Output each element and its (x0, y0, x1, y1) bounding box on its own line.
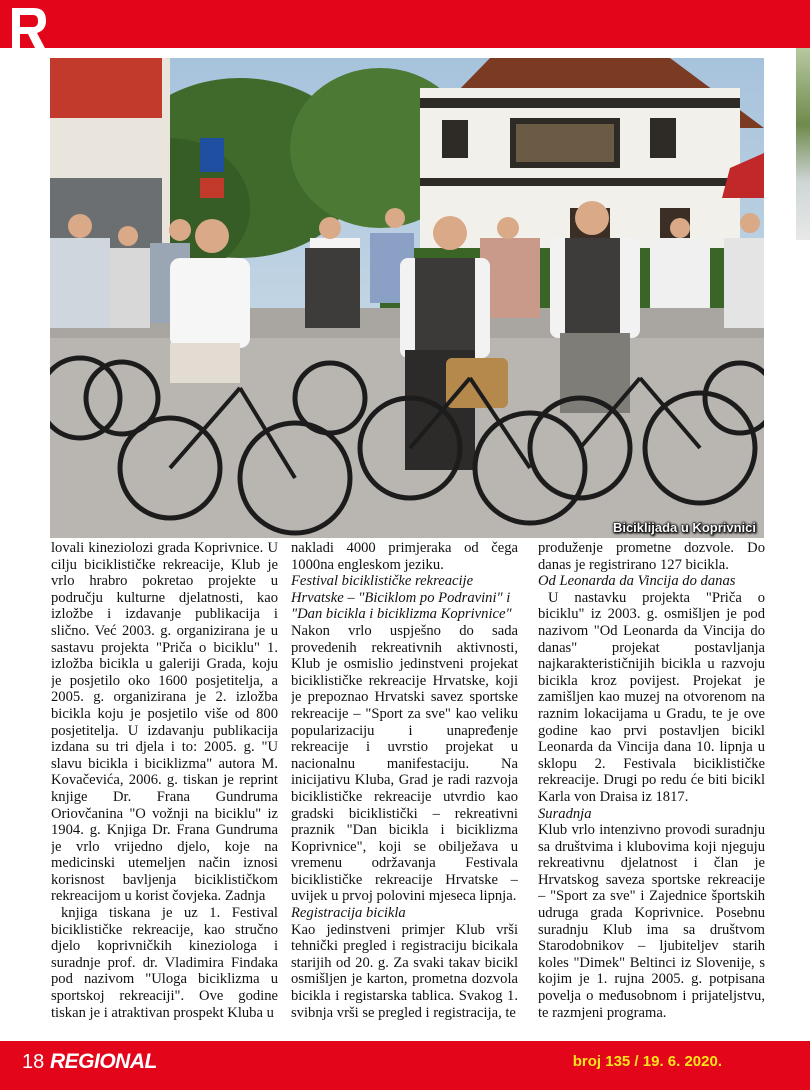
issue-info: broj 135 / 19. 6. 2020. (572, 1053, 722, 1070)
article-column-3 (538, 540, 765, 1036)
subheading-festival: Festival biciklističke rekreacije Hrvatske – "Biciklom po Podravini" i "Dan bicikla i biciklizma Koprivnice" (291, 573, 512, 623)
paragraph: produženje prometne dozvole. Do danas je registrirano 127 bicikla. (538, 540, 765, 573)
photo-caption: Biciklijada u Koprivnici (612, 520, 756, 535)
magazine-brand-logo: REGIONAL (50, 1050, 157, 1073)
photo-illustration (50, 58, 764, 538)
footer-bar (0, 1041, 810, 1090)
paragraph: U nastavku projekta "Priča o biciklu" iz 2003. g. osmišljen je pod nazivom "Od Leonarda da Vincija do danas" projekat postavljanja najkarakterističnijih bicikla u razvoju bicikla kroz povijest. Projekat je zamišljen kao muzej na otvorenom na raznim lokacijama u Gradu, te je ove godine kao prvi postavljen bicikl Leonarda da Vincija dana 10. lipnja u sklopu 2. Festivala biciklističke rekreacije. Drugi po redu će biti bicikl Karla von Draisa iz 1817. (538, 589, 765, 805)
subheading-suradnja: Suradnja (538, 805, 592, 822)
paragraph: lovali kineziolozi grada Koprivnice. U cilju biciklističke rekreacije, Klub je vrlo hrabro pokretao projekte u području kulturne djelatnosti, kao izložbe i izdavanje publikacija i slično. Već 2003. g. organizirana je u sastavu projekta "Priča o biciklu" 1. izložba bicikla u galeriji Grada, koju je posjetilo oko 1600 posjetitelja, a 2005. g. organizirana je 2. izložba bicikla koju je posjetilo više od 800 posjetitelja. U izdavanju publikacija izdana su tri djela i to: 2005. g. "U slavu bicikla i biciklizma" autora M. Kovačevića, 2006. g. tiskan je reprint knjige Dr. Frana Gundruma Oriovčanina "O vožnji na biciklu" iz 1904. g. Knjiga Dr. Frana Gundruma je vrlo vrijedno djelo, koje na medicinski utemeljen način iznosi korisnost bavljenja biciklističkom rekreacijom u korist čovjeka. Zadnja (51, 540, 278, 905)
paragraph: Klub vrlo intenzivno provodi suradnju sa društvima i klubovima koji njeguju rekreativnu djelatnost i član je Hrvatskog saveza sportske rekreacije – "Sport za sve" i Zajednice športskih udruga grada Koprivnice. Posebnu suradnju Klub ima sa društvom Starodobnikov – ljubiteljev starih koles "Dimek" Beltinci iz Slovenije, s kojim je 1. rujna 2005. g. potpisana povelja o međusobnom i prijateljstvu, te razmjeni programa. (538, 822, 765, 1021)
regional-r-logo (6, 4, 50, 56)
article-column-2 (291, 540, 518, 1036)
paragraph: Kao jedinstveni primjer Klub vrši tehnički pregled i registraciju bicikala starijih od 20. g. Za svaki takav bicikl osmišljen je karton, prometna dozvola bicikla i registarska tablica. Svakog 1. svibnja vrši se pregled i registracija, te (291, 921, 518, 1021)
paragraph: knjiga tiskana je uz 1. Festival biciklističke rekreacije, kao stručno djelo koprivničkih kineziologa i suradnje prof. dr. Vladimira Findaka pod nazivom "Uloga biciklizma u sportskoj rekreaciji". Ove godine tiskan je i atraktivan prospekt Kluba u (51, 905, 278, 1021)
cyclists-photo (50, 58, 764, 538)
subheading-registracija: Registracija bicikla (291, 905, 406, 922)
paragraph: nakladi 4000 primjeraka od čega 1000na engleskom jeziku. (291, 540, 518, 573)
adjacent-page-strip (796, 48, 810, 240)
article-column-1 (51, 540, 278, 1036)
paragraph: Nakon vrlo uspješno do sada provedenih rekreativnih aktivnosti, Klub je osmislio jedinstveni projekat biciklističke rekreacije Hrvatske, koji je prepoznao Hrvatski savez sportske rekreacije – "Sport za sve" kao veliku popularizaciju i unapređenje rekreacije i uvrstio projekat u nacionalnu manifestaciju. Na inicijativu Kluba, Grad je radi razvoja biciklističke rekreacije utvrdio kao gradski biciklistički – rekreativni praznik "Dan bicikla i biciklizma Koprivnice", koji se obilježava u vremenu održavanja Festivala biciklističke rekreacije Hrvatske – uvijek u prvoj polovini mjeseca lipnja. (291, 622, 518, 905)
subheading-leonardo: Od Leonarda da Vincija do danas (538, 573, 736, 590)
page-number: 18 (22, 1051, 45, 1073)
top-banner (0, 0, 810, 48)
